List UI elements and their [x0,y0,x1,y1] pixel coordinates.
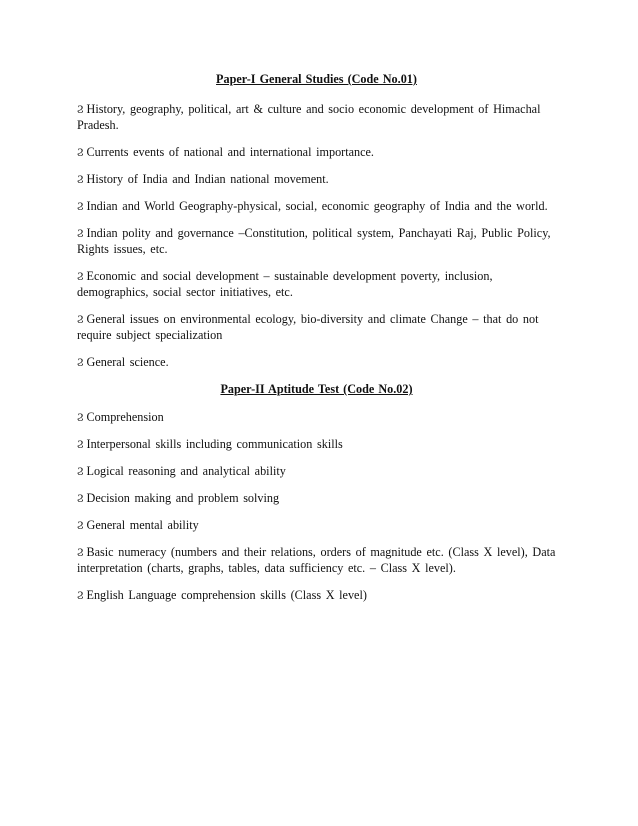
paper2-item [77,463,556,479]
bullet-icon: Ϩ [77,145,84,159]
bullet-icon: Ϩ [77,172,84,186]
bullet-icon: Ϩ [77,518,84,532]
paper2-item [77,409,556,425]
paper2-list [77,409,556,603]
paper1-item-text: History, geography, political, art & culture and socio economic development of Himachal Pradesh. [77,102,541,132]
bullet-icon: Ϩ [77,199,84,213]
bullet-icon: Ϩ [77,410,84,424]
bullet-icon: Ϩ [77,312,84,326]
bullet-icon: Ϩ [77,437,84,451]
bullet-icon: Ϩ [77,269,84,283]
paper2-item [77,587,556,603]
paper1-item-text: General issues on environmental ecology, bio-diversity and climate Change – that do not require subject specialization [77,312,539,342]
paper2-item-text: Basic numeracy (numbers and their relations, orders of magnitude etc. (Class X level), Data interpretation (charts, graphs, tables, data sufficiency etc. – Class X level). [77,545,556,575]
paper1-item [77,225,556,257]
bullet-icon: Ϩ [77,545,84,559]
bullet-icon: Ϩ [77,102,84,116]
paper1-item-text: General science. [86,355,169,369]
paper1-item-text: Currents events of national and international importance. [86,145,374,159]
paper1-item [77,171,556,187]
bullet-icon: Ϩ [77,464,84,478]
paper1-item-text: History of India and Indian national movement. [86,172,329,186]
paper2-item [77,490,556,506]
paper1-item [77,101,556,133]
paper2-item-text: General mental ability [86,518,199,532]
paper2-item-text: Comprehension [86,410,164,424]
paper1-item [77,198,556,214]
paper1-item-text: Economic and social development – sustainable development poverty, inclusion, demographics, social sector initiatives, etc. [77,269,493,299]
paper2-title: Paper-II Aptitude Test (Code No.02) [220,382,413,396]
paper2-item-text: Decision making and problem solving [86,491,280,505]
paper1-list [77,101,556,370]
bullet-icon: Ϩ [77,226,84,240]
paper2-item [77,517,556,533]
paper2-item [77,544,556,576]
paper1-item [77,144,556,160]
bullet-icon: Ϩ [77,588,84,602]
paper2-item-text: Logical reasoning and analytical ability [86,464,286,478]
paper1-item [77,268,556,300]
paper1-title: Paper-I General Studies (Code No.01) [216,72,417,86]
paper1-item [77,354,556,370]
paper1-item-text: Indian polity and governance –Constitution, political system, Panchayati Raj, Public Policy, Rights issues, etc. [77,226,551,256]
paper2-item-text: English Language comprehension skills (Class X level) [86,588,367,602]
bullet-icon: Ϩ [77,355,84,369]
paper1-item [77,311,556,343]
paper2-item-text: Interpersonal skills including communication skills [86,437,343,451]
paper1-item-text: Indian and World Geography-physical, social, economic geography of India and the world. [86,199,548,213]
paper2-item [77,436,556,452]
bullet-icon: Ϩ [77,491,84,505]
